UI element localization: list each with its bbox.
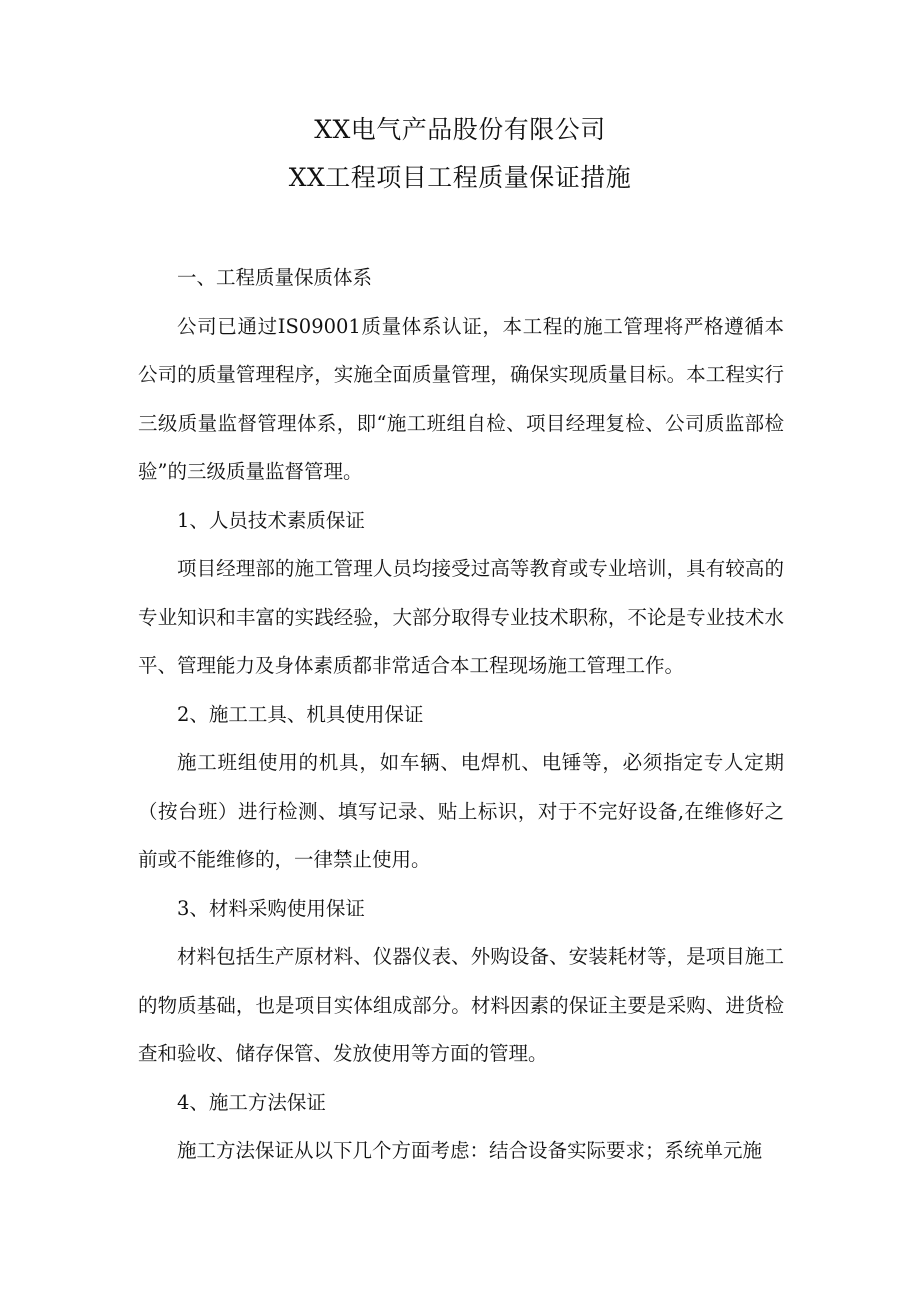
section-heading-quality-system: 一、工程质量保质体系: [177, 266, 373, 289]
paragraph-methods: 施工方法保证从以下几个方面考虑：结合设备实际要求；系统单元施: [177, 1139, 763, 1162]
paragraph-personnel: 项目经理部的施工管理人员均接受过高等教育或专业培训，具有较高的专业知识和丰富的实践经验，大部分取得专业技术职称，不论是专业技术水平、管理能力及身体素质都非常适合本工程现场施工管理工作。: [138, 557, 784, 677]
section-heading-tools: 2、施工工具、机具使用保证: [177, 702, 424, 726]
document-body: [138, 254, 784, 1176]
section-heading-personnel: 1、人员技术素质保证: [177, 508, 365, 532]
section-heading-materials: 3、材料采购使用保证: [177, 896, 365, 920]
document-title: XX工程项目工程质量保证措施: [288, 163, 632, 192]
paragraph-quality-system: 公司已通过IS09001质量体系认证，本工程的施工管理将严格遵循本公司的质量管理程序，实施全面质量管理，确保实现质量目标。本工程实行三级质量监督管理体系，即“施工班组自检、项目经理复检、公司质监部检验”的三级质量监督管理。: [138, 314, 784, 483]
paragraph-materials: 材料包括生产原材料、仪器仪表、外购设备、安装耗材等，是项目施工的物质基础，也是项目实体组成部分。材料因素的保证主要是采购、进货检查和验收、储存保管、发放使用等方面的管理。: [138, 945, 784, 1065]
paragraph-tools: 施工班组使用的机具，如车辆、电焊机、电锤等，必须指定专人定期（按台班）进行检测、填写记录、贴上标识，对于不完好设备,在维修好之前或不能维修的，一律禁止使用。: [138, 751, 784, 871]
section-heading-methods: 4、施工方法保证: [177, 1090, 326, 1114]
company-title: XX电气产品股份有限公司: [314, 115, 606, 144]
